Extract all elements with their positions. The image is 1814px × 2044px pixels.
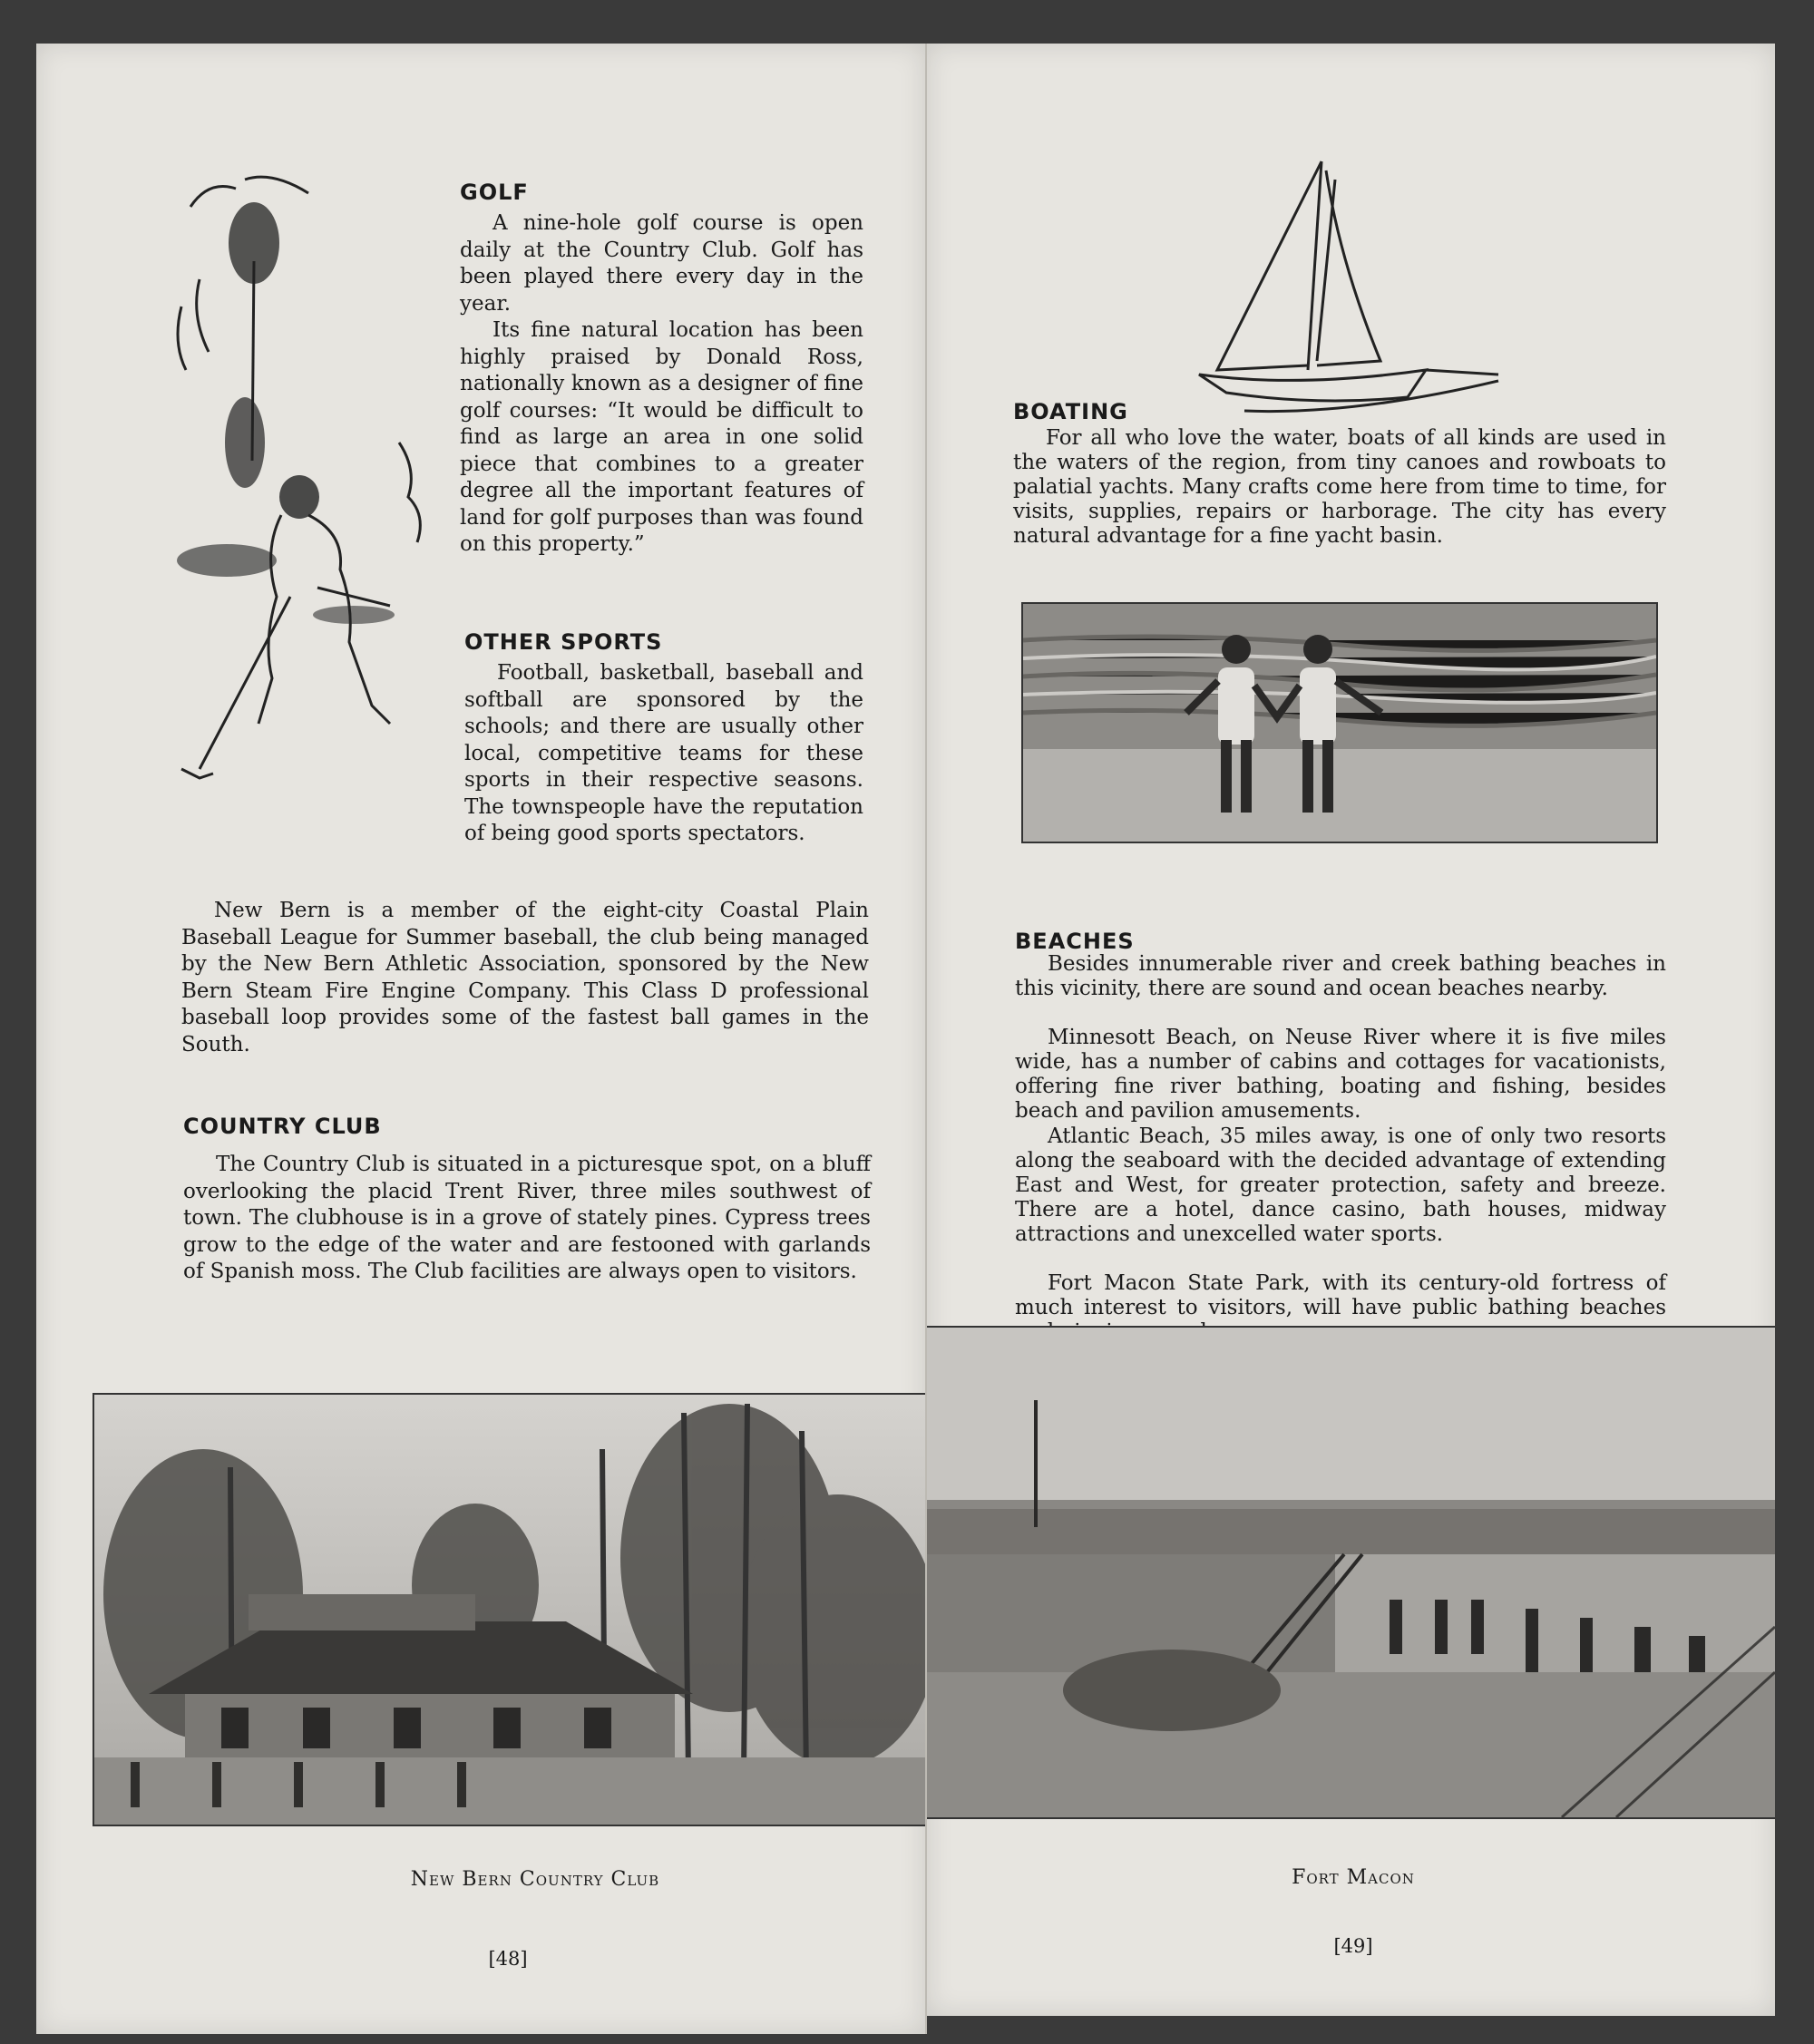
fort-macon-caption: Fort Macon <box>1292 1866 1415 1889</box>
country-club-paragraph-1: The Country Club is situated in a picturesque spot, on a bluff overlooking the placid Trent River, three miles southwest of town. The clubhouse is in a grove of stately pines. Cypress trees grow to the edge of the water and are festooned with garlands of Spanish moss. The Club facilities are always open to visitors. <box>183 1153 871 1283</box>
bathers-photo <box>1021 602 1658 843</box>
other-sports-paragraph-1: Football, basketball, baseball and softball are sponsored by the schools; and there are usually other local, competitive teams for these sports in their respective seasons. The townspeople have the reputation of being good sports spectators. <box>464 661 863 845</box>
golf-paragraph-2: Its fine natural location has been highly praised by Donald Ross, nationally known as a designer of fine golf courses: “It would be difficult to find as large an area in one solid piece that combines to a greater degree all the important features of land for golf purposes than was found on this property.” <box>460 318 863 556</box>
sailboat-illustration <box>1190 143 1507 424</box>
other-sports-heading: OTHER SPORTS <box>464 629 663 655</box>
country-club-caption: New Bern Country Club <box>410 1868 660 1891</box>
boating-paragraph-1: For all who love the water, boats of all kinds are used in the waters of the region, from tiny canoes and rowboats to palatial yachts. Many crafts come here from time to time, for visits, supplies, repairs or harborage. The city has every natural advantage for a fine yacht basin. <box>1013 426 1666 548</box>
other-sports-paragraph-2: New Bern is a member of the eight-city Coastal Plain Baseball League for Summer baseball, the club being managed by the New Bern Athletic Association, sponsored by the New Bern Steam Fire Engine Company. This Class D professional baseball loop provides some of the fastest ball games in the South. <box>181 899 869 1056</box>
page-number-left: [48] <box>488 1948 528 1970</box>
beaches-paragraph-3: Atlantic Beach, 35 miles away, is one of only two resorts along the seaboard with the decided advantage of extending East and West, for greater protection, safety and breeze. There are a hotel, dance casino, bath houses, midway attractions and unexcelled water sports. <box>1015 1124 1666 1246</box>
country-club-heading: COUNTRY CLUB <box>183 1114 382 1139</box>
beaches-paragraph-1: Besides innumerable river and creek bathing beaches in this vicinity, there are sound and ocean beaches nearby. <box>1015 952 1666 1000</box>
page-number-right: [49] <box>1333 1935 1373 1957</box>
boating-heading: BOATING <box>1013 399 1128 424</box>
fort-macon-photo <box>927 1326 1775 1819</box>
golf-paragraph-1: A nine-hole golf course is open daily at the Country Club. Golf has been played there every day in the year. <box>460 211 863 316</box>
beaches-heading: BEACHES <box>1015 929 1135 954</box>
beaches-paragraph-4: Fort Macon State Park, with its century-old fortress of much interest to visitors, will have public bathing beaches <box>1015 1271 1666 1319</box>
beaches-paragraph-2: Minnesott Beach, on Neuse River where it is five miles wide, has a number of cabins and cottages for vacationists, offering fine river bathing, boating and fishing, besides beach and pavilion amusements. <box>1015 1026 1666 1123</box>
golf-heading: GOLF <box>460 180 529 205</box>
left-page <box>36 44 927 2034</box>
right-page <box>927 44 1775 2016</box>
country-club-photo <box>93 1393 927 1826</box>
golfer-illustration <box>172 170 490 860</box>
